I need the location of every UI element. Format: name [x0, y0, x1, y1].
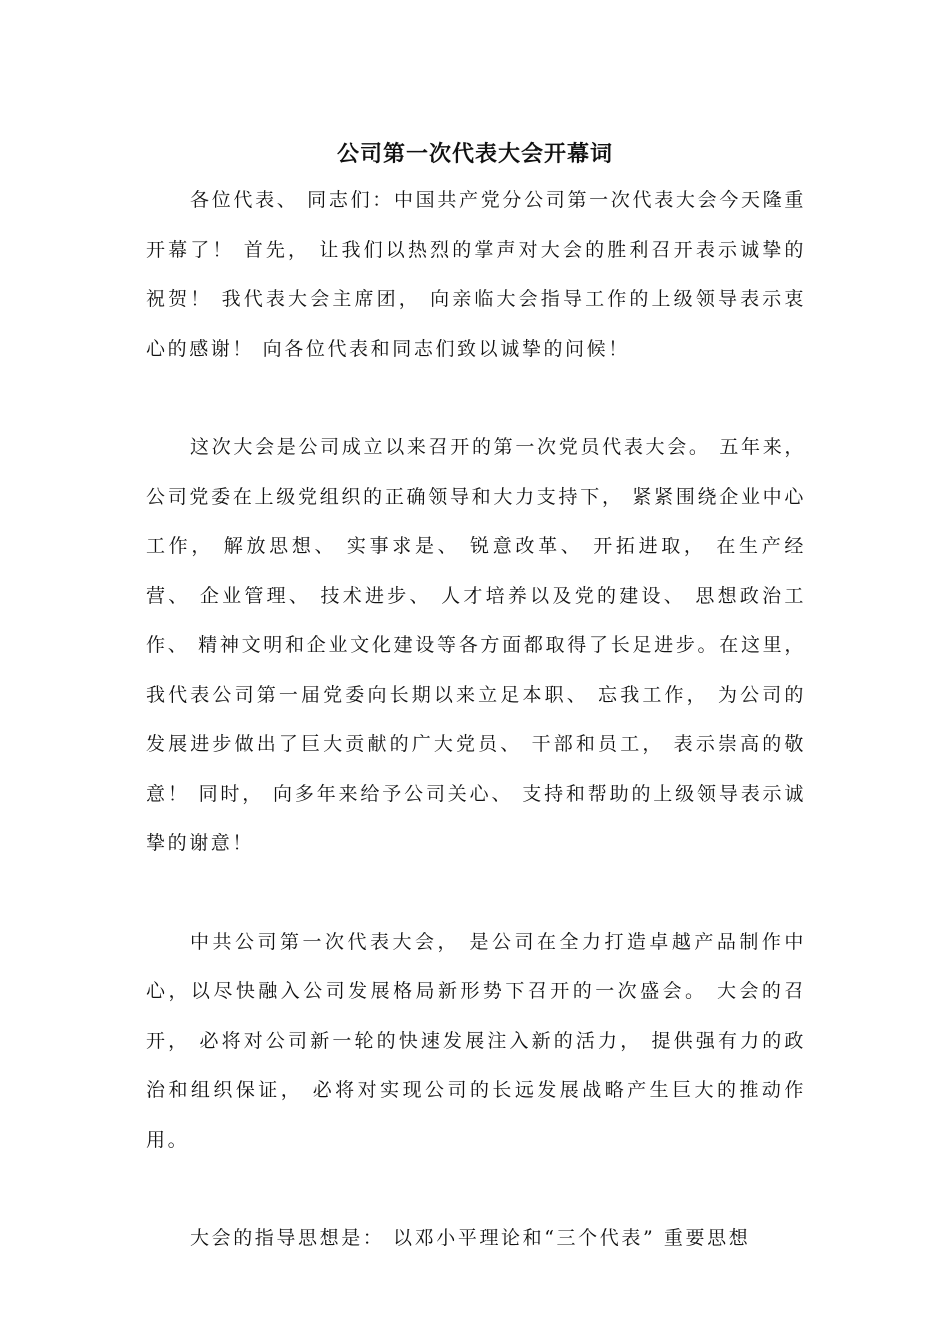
- paragraph-opening-greeting: 各位代表、 同志们：中国共产党分公司第一次代表大会今天隆重开幕了！ 首先， 让我们以热烈的掌声对大会的胜利召开表示诚挚的祝贺！ 我代表大会主席团， 向亲临大会指导工作的上级领导表示衷心的感谢！ 向各位代表和同志们致以诚挚的问候！: [146, 189, 806, 360]
- document-title: 公司第一次代表大会开幕词: [336, 141, 613, 167]
- document-body: [146, 176, 806, 1313]
- paragraph-five-year-review: 这次大会是公司成立以来召开的第一次党员代表大会。 五年来，公司党委在上级党组织的正确领导和大力支持下， 紧紧围绕企业中心工作， 解放思想、 实事求是、 锐意改革、 开拓进取， 在生产经营、 企业管理、 技术进步、 人才培养以及党的建设、 思想政治工作、 精神文明和企业文化建设等各方面都取得了长足进步。在这里， 我代表公司第一届党委向长期以来立足本职、 忘我工作， 为公司的发展进步做出了巨大贡献的广大党员、 干部和员工， 表示崇高的敬意！ 同时， 向多年来给予公司关心、 支持和帮助的上级领导表示诚挚的谢意！: [146, 436, 806, 854]
- paragraph-guiding-ideology: 大会的指导思想是： 以邓小平理论和“三个代表” 重要思想: [190, 1227, 751, 1249]
- paragraph-congress-significance: 中共公司第一次代表大会， 是公司在全力打造卓越产品制作中心，以尽快融入公司发展格局新形势下召开的一次盛会。 大会的召开， 必将对公司新一轮的快速发展注入新的活力， 提供强有力的政治和组织保证， 必将对实现公司的长远发展战略产生巨大的推动作用。: [146, 930, 806, 1151]
